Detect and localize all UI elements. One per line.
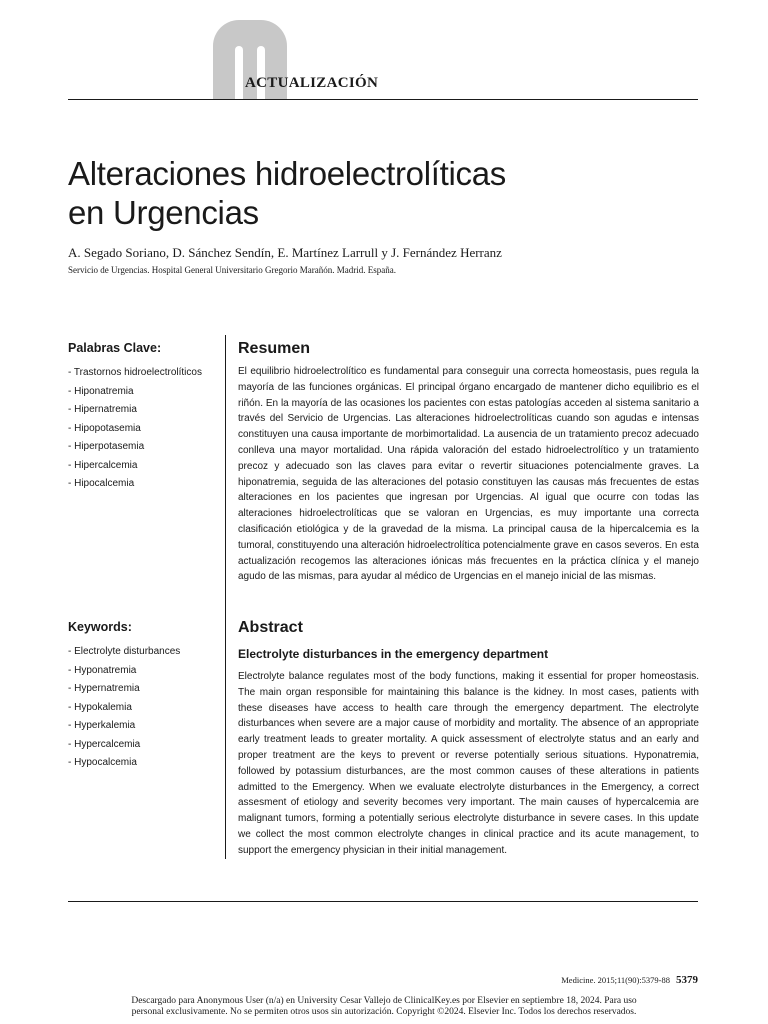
keywords-item: - Hypernatremia [68,683,140,694]
palabras-clave-item: - Hiperpotasemia [68,441,145,452]
keywords-item: - Electrolyte disturbances [68,646,181,657]
palabras-clave-item: - Hipernatremia [68,404,137,415]
keywords-list [68,643,218,773]
abstract-subtitle: Electrolyte disturbances in the emergency department [238,647,549,661]
download-notice-line-1: Descargado para Anonymous User (n/a) en University Cesar Vallejo de ClinicalKey.es por Elsevier en septiembre 18, 2024. Para uso [131,996,637,1006]
article-title-line-1: Alteraciones hidroelectrolíticas [68,155,506,192]
resumen-heading: Resumen [238,340,311,357]
logo-slot-left [235,46,243,99]
article-title [68,154,708,232]
palabras-clave-item: - Hiponatremia [68,385,134,397]
abstract-heading: Abstract [238,619,303,636]
citation-line [561,974,698,986]
keywords-item: - Hyponatremia [68,664,137,676]
palabras-clave-list [68,364,218,494]
keywords-heading: Keywords: [68,620,132,634]
keywords-item: - Hyperkalemia [68,720,136,731]
author-list: A. Segado Soriano, D. Sánchez Sendín, E. Martínez Larrull y J. Fernández Herranz [68,245,502,260]
palabras-clave-heading: Palabras Clave: [68,341,162,355]
section-label: ACTUALIZACIÓN [245,75,379,91]
palabras-clave-item: - Hipocalcemia [68,478,135,489]
column-divider [225,335,226,859]
resumen-text: El equilibrio hidroelectrolítico es fundamental para conseguir una correcta homeostasis, pues regula la mayoría de las funciones orgánicas. El principal órgano encargado de mantener dicho equilibrio es el riñón. En la mayoría de las ocasiones los pacientes con estas patologías acceden al sistema sanitario a través del Servicio de Urgencias. Las alteraciones hidroelectrolíticas cuando son agudas e intensas constituyen una causa importante de morbimortalidad. La ausencia de un tratamiento precoz adecuado conlleva una mayor mortalidad. Una rápida valoración del estado hidroelectrolítico y un tratamiento precoz y adecuado son las claves para evitar o revertir situaciones potencialmente graves. La hiponatremia, seguida de las alteraciones del potasio constituyen las causas más frecuentes de estas alteraciones en los pacientes que ingresan por Urgencias. Al igual que ocurre con todas las alteraciones hidroelectrolíticas que se valoran en Urgencias, es muy importante una correcta clasificación etiológica y de la gravedad de la misma. La principal causa de la hipercalcemia es la tumoral, constituyendo una alteración hidroelectrolítica potencialmente grave en casos severos. En esta actualización recogemos las alteraciones iónicas más frecuentes en la práctica clínica y el manejo agudo de las mismas, para ayudar al médico de Urgencias en el manejo inicial de las mismas. [238,366,699,583]
affiliation: Servicio de Urgencias. Hospital General Universitario Gregorio Marañón. Madrid. España. [68,265,396,275]
download-notice-line-2: personal exclusivamente. No se permiten otros usos sin autorización. Copyright ©2024. Elsevier Inc. Todos los derechos reservados. [131,1007,637,1017]
palabras-clave-panel [68,341,218,494]
article-title-line-2: en Urgencias [68,194,259,231]
palabras-clave-item: - Hipercalcemia [68,459,138,471]
palabras-clave-item: - Trastornos hidroelectrolíticos [68,367,202,378]
keywords-panel [68,620,218,773]
page-number: 5379 [676,974,698,986]
keywords-item: - Hypocalcemia [68,757,137,768]
keywords-item: - Hypokalemia [68,701,132,713]
abstract-text: Electrolyte balance regulates most of the body functions, making it essential for proper homeostasis. The main organ responsible for maintaining this balance is the kidney. In most cases, patients with these diseases have access to health care through the emergency department. The electrolyte disturbances when severe are a major cause of morbidity and mortality. The absence of an appropriate early treatment leads to greater mortality. A quick assessment of electrolyte status and an early and proper treatment are the keys to prevent or reverse potentially serious situations. Hyponatremia, followed by potassium disturbances, are the most common causes of these alterations in patients admitted to the Emergency. When we evaluate electrolyte disturbances in the Emergency, a correct assesment of etiology and severity becomes very important. The main causes of hypercalcemia are malignant tumors, forming a potentially serious electrolyte disturbance in severe cases. In this update we collect the most common electrolyte changes in clinical practice and its acute management, to support the emergency physician in their initial management. [238,671,699,856]
download-notice [0,996,768,1018]
palabras-clave-item: - Hipopotasemia [68,422,141,434]
header-rule [68,99,698,100]
footer-rule [68,901,698,902]
citation-text: Medicine. 2015;11(90):5379-88 [561,975,670,985]
keywords-item: - Hypercalcemia [68,738,141,750]
